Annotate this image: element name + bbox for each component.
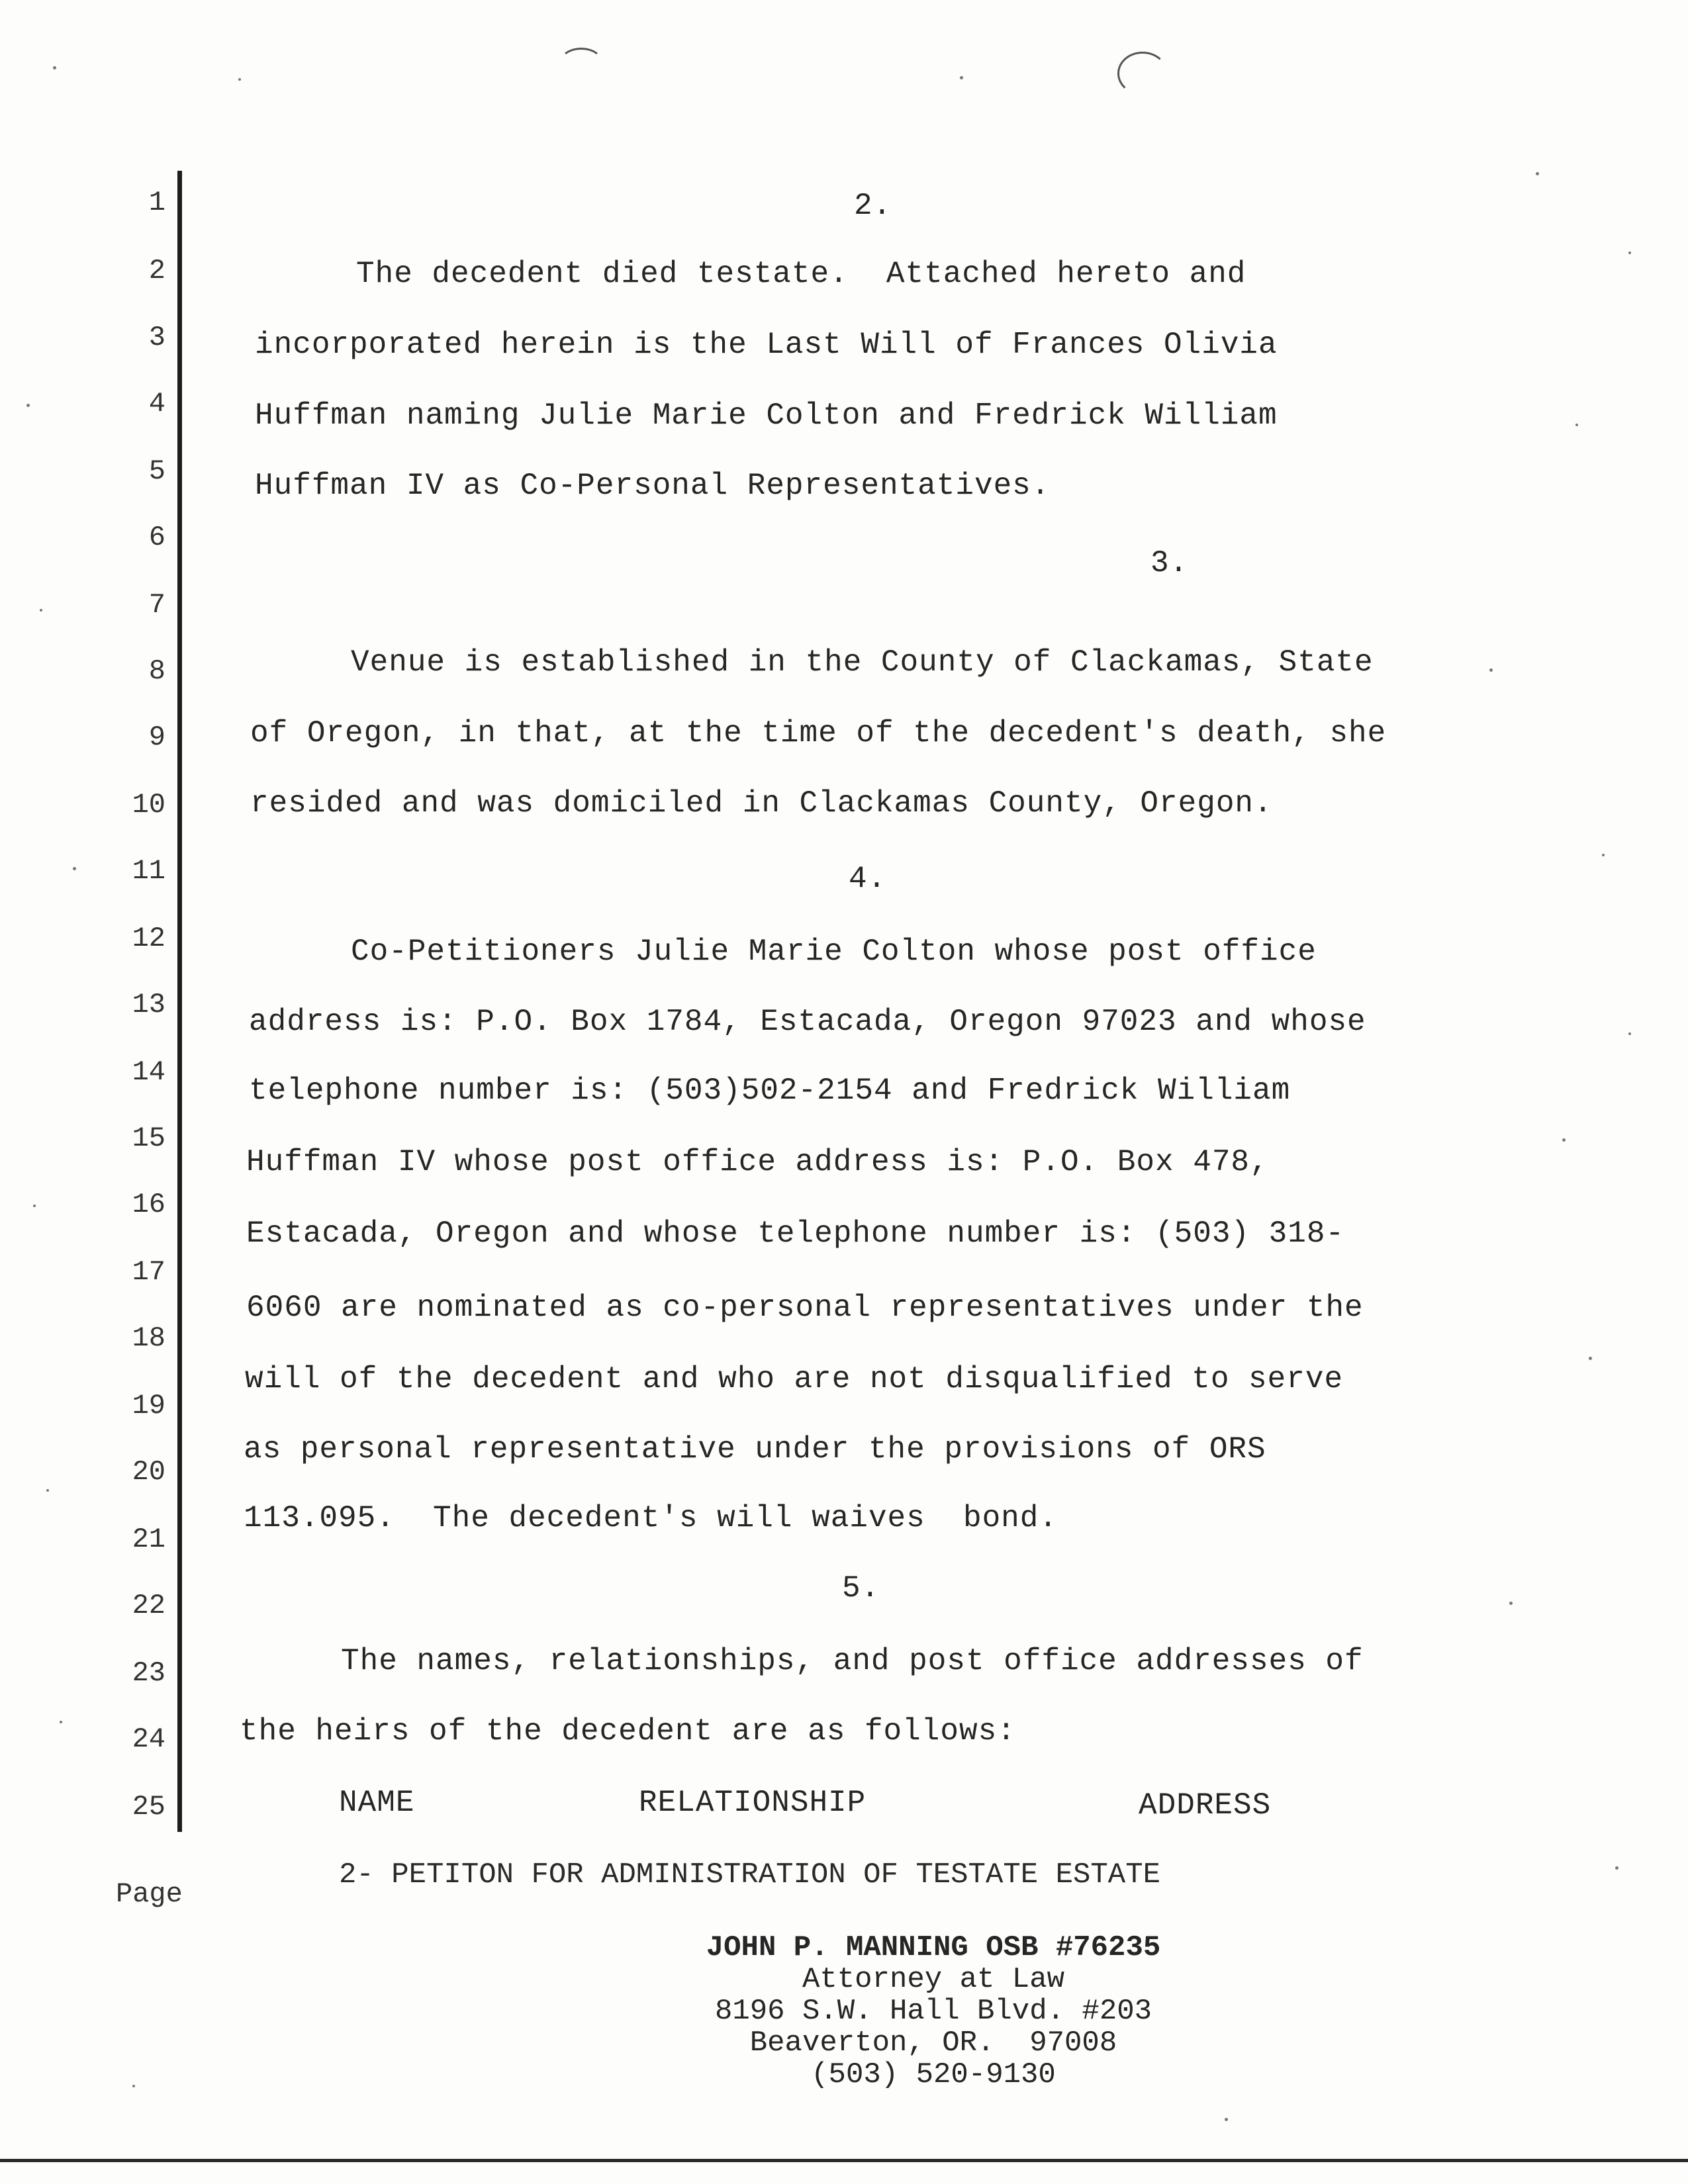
line-number: 14: [132, 1056, 165, 1088]
scan-speck: [46, 1489, 49, 1492]
paragraph-line: Huffman naming Julie Marie Colton and Fredrick William: [255, 398, 1278, 433]
line-number: 25: [132, 1791, 165, 1823]
line-number: 18: [132, 1322, 165, 1354]
line-number: 4: [148, 388, 165, 420]
scan-speck: [1509, 1602, 1513, 1605]
footer-title: 2- PETITON FOR ADMINISTRATION OF TESTATE ESTATE: [339, 1858, 1161, 1891]
scan-speck: [33, 1205, 36, 1207]
scan-speck: [238, 78, 241, 81]
line-number: 9: [148, 721, 165, 753]
scan-speck: [1628, 251, 1631, 254]
scan-speck: [40, 609, 42, 612]
line-number: 6: [148, 522, 165, 553]
attorney-phone: (503) 520-9130: [811, 2058, 1056, 2091]
line-number: 20: [132, 1456, 165, 1488]
attorney-city: Beaverton, OR. 97008: [749, 2026, 1117, 2060]
scan-speck: [60, 1721, 62, 1723]
scan-speck: [26, 404, 30, 407]
line-number: 16: [132, 1189, 165, 1220]
scan-speck: [1225, 2118, 1228, 2121]
attorney-street: 8196 S.W. Hall Blvd. #203: [714, 1995, 1152, 2028]
line-number: 12: [132, 923, 165, 954]
line-number: 2: [148, 255, 165, 287]
paragraph-line: will of the decedent and who are not disqualified to serve: [245, 1362, 1344, 1396]
paragraph-line: incorporated herein is the Last Will of Frances Olivia: [255, 328, 1278, 362]
line-number: 13: [132, 989, 165, 1021]
paragraph-line: Venue is established in the County of Clackamas, State: [351, 645, 1374, 680]
page-label: Page: [116, 1878, 183, 1910]
paragraph-line: resided and was domiciled in Clackamas County, Oregon.: [250, 786, 1273, 821]
line-number: 10: [132, 789, 165, 821]
column-header-relationship: RELATIONSHIP: [639, 1786, 867, 1820]
column-header-address: ADDRESS: [1139, 1788, 1272, 1823]
left-margin-rule: [177, 171, 182, 1832]
scan-speck: [1628, 1032, 1631, 1035]
scan-artifact: [559, 48, 603, 78]
paragraph-line: Huffman IV whose post office address is: P.O. Box 478,: [246, 1145, 1269, 1179]
line-number: 3: [148, 322, 165, 353]
line-number: 11: [132, 855, 165, 887]
scan-speck: [960, 76, 963, 79]
line-number: 19: [132, 1390, 165, 1422]
paragraph-line: of Oregon, in that, at the time of the decedent's death, she: [250, 716, 1387, 751]
bottom-rule: [0, 2159, 1688, 2162]
section-number: 2.: [854, 189, 892, 223]
line-number: 7: [148, 589, 165, 621]
line-number: 5: [148, 455, 165, 487]
section-number: 4.: [849, 862, 887, 896]
line-number: 15: [132, 1122, 165, 1154]
attorney-title: Attorney at Law: [802, 1963, 1065, 1996]
scan-speck: [1562, 1138, 1566, 1142]
scan-speck: [1615, 1866, 1618, 1870]
paragraph-line: the heirs of the decedent are as follows:: [240, 1714, 1016, 1749]
line-number: 8: [148, 655, 165, 687]
scan-speck: [1489, 668, 1493, 672]
paragraph-line: Estacada, Oregon and whose telephone number is: (503) 318-: [246, 1216, 1345, 1251]
scan-speck: [53, 66, 56, 69]
scan-speck: [1575, 424, 1578, 426]
scan-speck: [73, 867, 76, 870]
scan-speck: [132, 2085, 135, 2087]
line-number: 22: [132, 1590, 165, 1621]
attorney-name: JOHN P. MANNING OSB #76235: [706, 1931, 1161, 1964]
line-number: 23: [132, 1657, 165, 1689]
paragraph-line: address is: P.O. Box 1784, Estacada, Oregon 97023 and whose: [249, 1005, 1366, 1039]
scan-speck: [1536, 172, 1539, 175]
line-number: 17: [132, 1256, 165, 1288]
paragraph-line: Co-Petitioners Julie Marie Colton whose post office: [351, 934, 1317, 969]
paragraph-line: 6060 are nominated as co-personal representatives under the: [246, 1291, 1364, 1325]
line-number: 24: [132, 1723, 165, 1755]
scan-artifact: [1117, 52, 1168, 95]
paragraph-line: telephone number is: (503)502-2154 and Fredrick William: [249, 1073, 1291, 1108]
scan-speck: [1589, 1357, 1592, 1360]
line-number: 21: [132, 1524, 165, 1555]
paragraph-line: Huffman IV as Co-Personal Representatives.: [255, 469, 1051, 503]
section-number: 5.: [842, 1571, 880, 1606]
section-number: 3.: [1150, 546, 1189, 580]
scan-speck: [1602, 854, 1605, 856]
line-number: 1: [148, 187, 165, 218]
column-header-name: NAME: [339, 1786, 415, 1820]
paragraph-line: The decedent died testate. Attached hereto and: [356, 257, 1246, 291]
paragraph-line: The names, relationships, and post office addresses of: [341, 1644, 1364, 1678]
paragraph-line: as personal representative under the provisions of ORS: [244, 1432, 1266, 1467]
paragraph-line: 113.095. The decedent's will waives bond.: [244, 1501, 1058, 1535]
